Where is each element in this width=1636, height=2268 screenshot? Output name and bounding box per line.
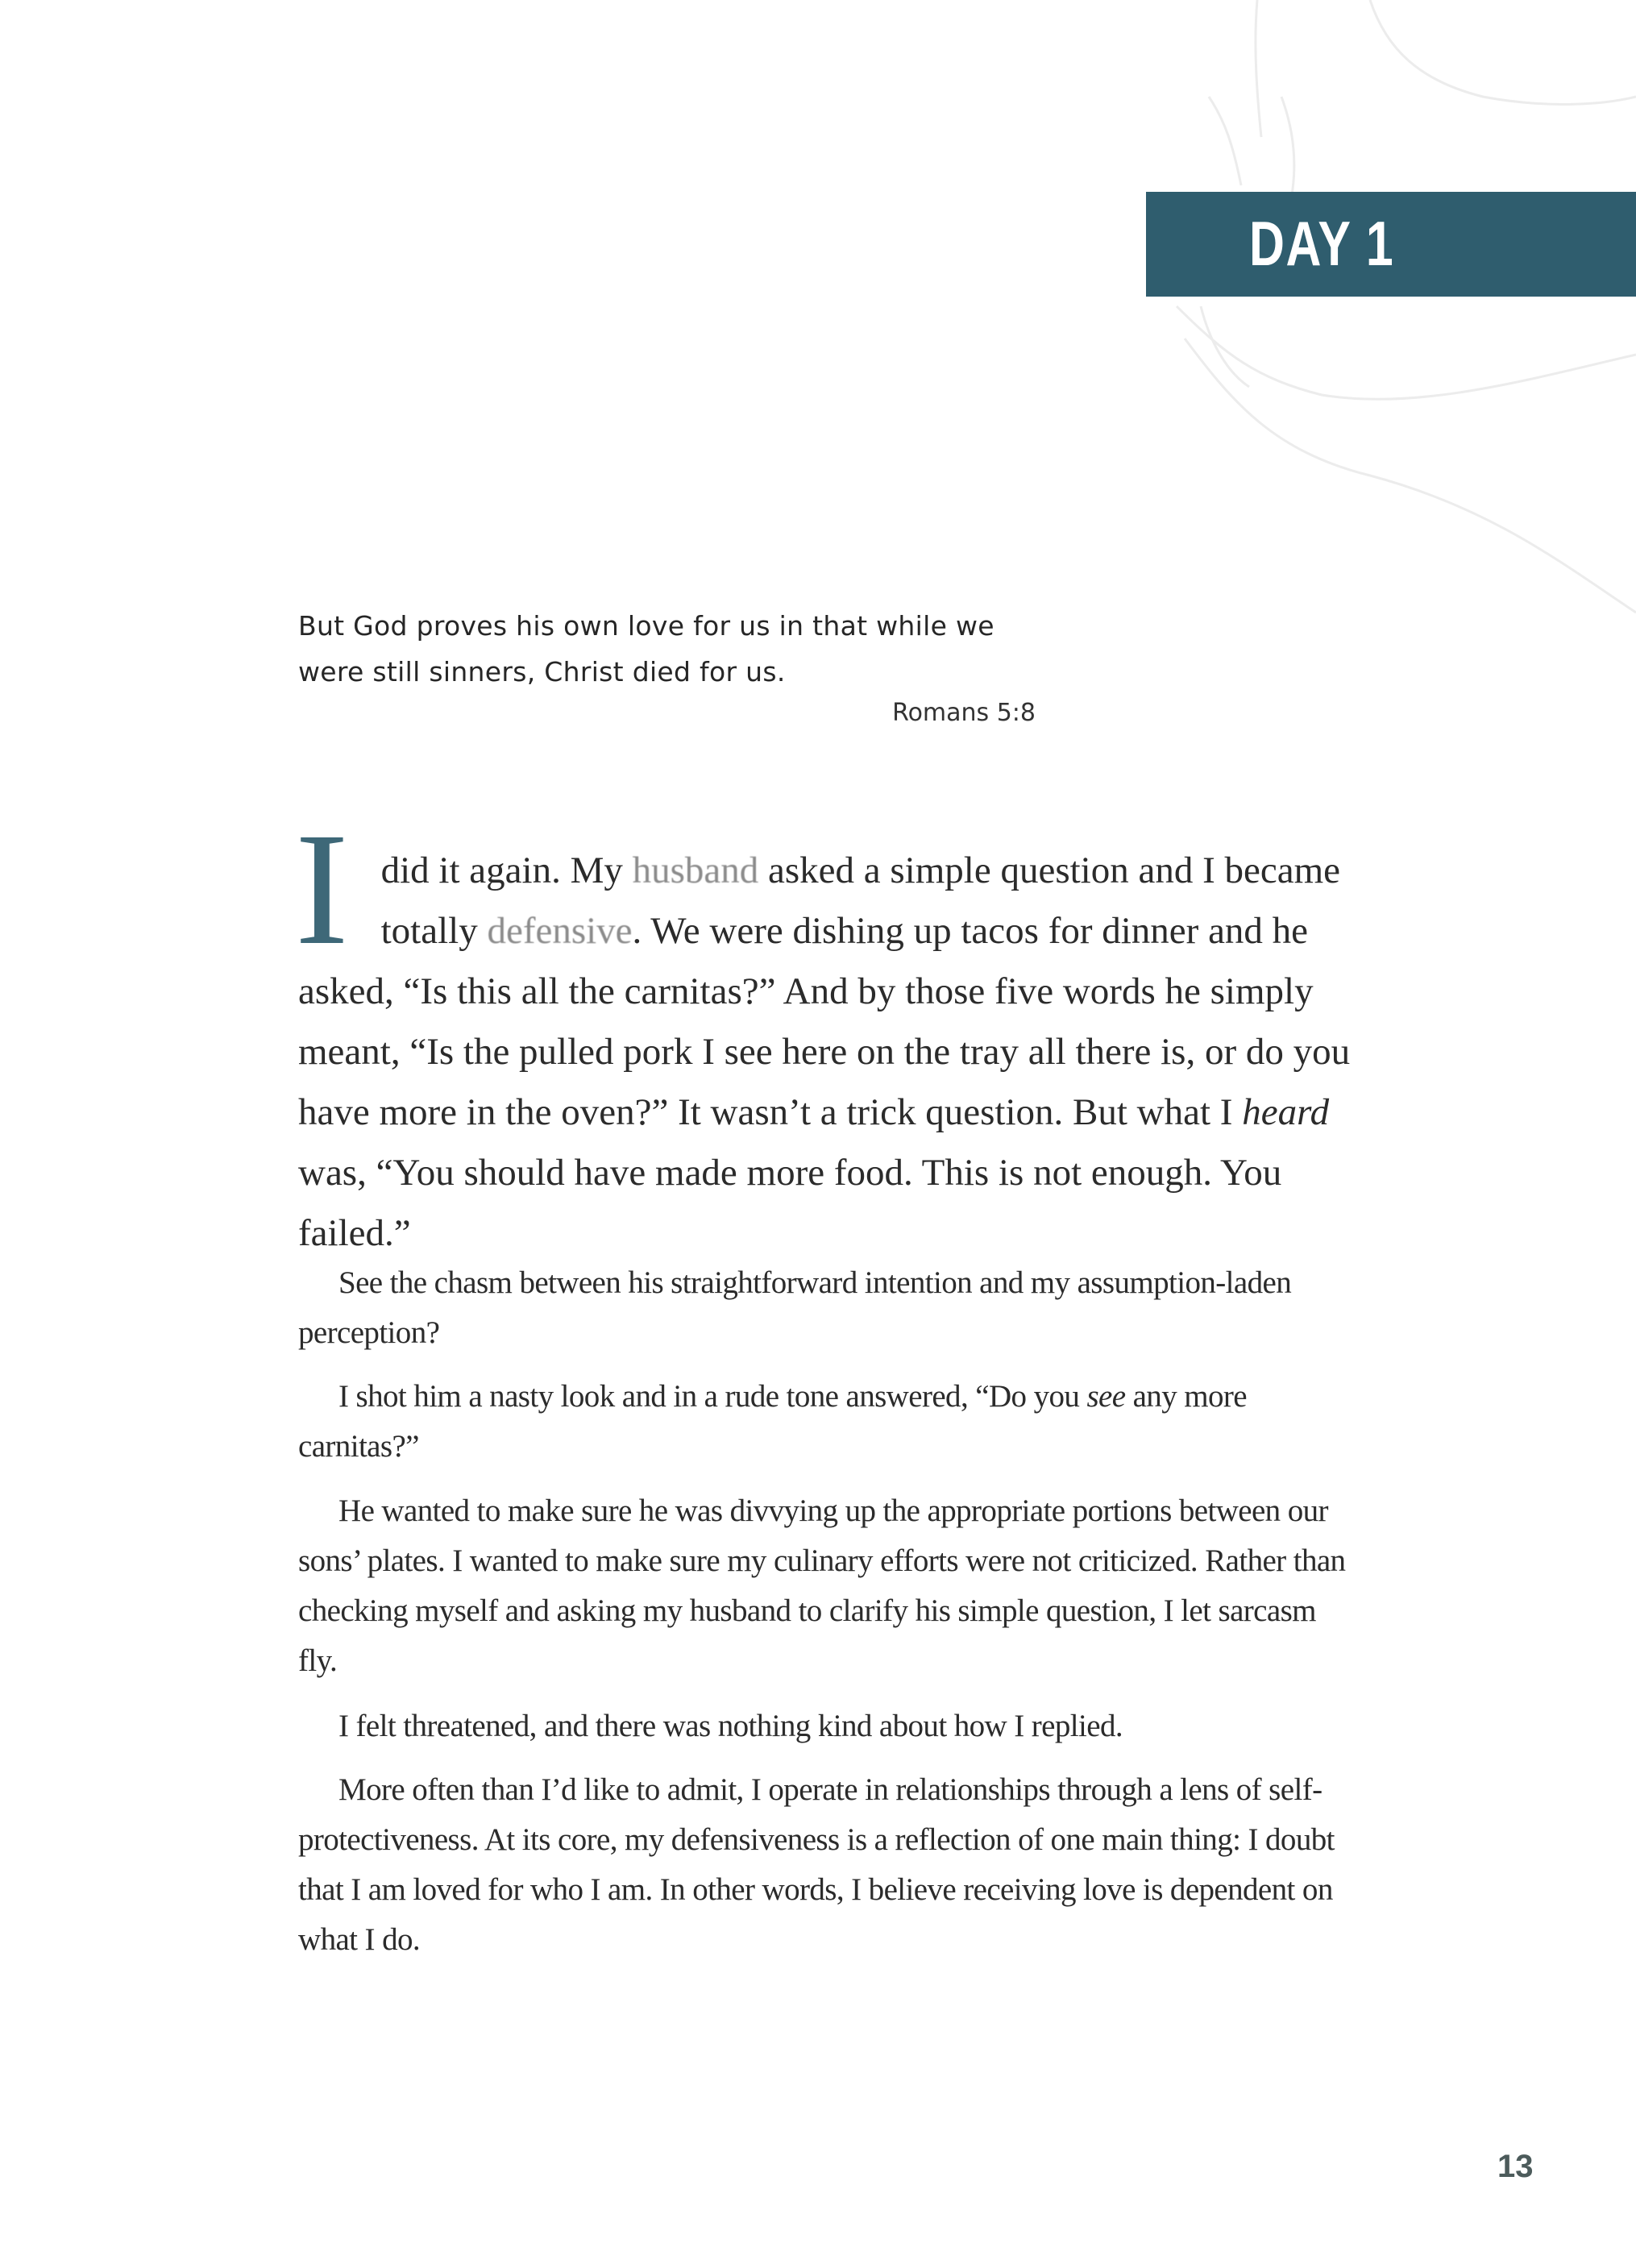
- paragraph: [298, 1372, 1362, 1472]
- paragraph: [298, 1765, 1362, 1965]
- paragraph-text: More often than I’d like to admit, I operate in relationships through a lens of self-protectiveness. At its core, my defensiveness is a reflection of one main thing: I doubt that I am loved for who I am. In other words, I believe receiving love is dependent on what I do.: [298, 1772, 1335, 1957]
- paragraph-text: I shot him a nasty look and in a rude tone answered, “Do you: [338, 1379, 1087, 1414]
- paragraph-text: any more carnitas?”: [298, 1379, 1247, 1464]
- paragraph-text: I felt threatened, and there was nothing kind about how I replied.: [338, 1709, 1123, 1743]
- drop-cap: I: [295, 800, 349, 978]
- page-number: 13: [1497, 2149, 1534, 2184]
- day-banner: [1146, 192, 1636, 297]
- opening-text: asked a simple question and I became totally: [380, 849, 1340, 952]
- paragraph-text: See the chasm between his straightforward intention and my assumption-laden perception?: [298, 1265, 1292, 1350]
- faded-word: defensive: [487, 910, 633, 952]
- opening-text: . We were dishing up tacos for dinner and he asked, “Is this all the carnitas?” And by those five words he simply meant, “Is the pulled pork I see here on the tray all there is, or do you have more in the oven?” It wasn’t a trick question. But what I: [298, 910, 1351, 1133]
- paragraph: [298, 1486, 1362, 1686]
- emphasis-see: see: [1086, 1379, 1126, 1414]
- emphasis-heard: heard: [1242, 1091, 1330, 1133]
- paragraph: [298, 1701, 1362, 1751]
- opening-text: was, “You should have made more food. This is not enough. You failed.”: [298, 1152, 1282, 1254]
- opening-text: did it again. My: [380, 849, 633, 891]
- epigraph-reference: Romans 5:8: [892, 699, 1036, 727]
- opening-paragraph: [295, 800, 1370, 1264]
- epigraph-verse: But God proves his own love for us in that while we were still sinners, Christ died for us.: [298, 610, 994, 687]
- paragraph: [298, 1258, 1362, 1358]
- faded-word: husband: [632, 849, 759, 891]
- paragraph-text: He wanted to make sure he was divvying up the appropriate portions between our sons’ plates. I wanted to make sure my culinary efforts were not criticized. Rather than checking myself and asking my husband to clarify his simple question, I let sarcasm fly.: [298, 1493, 1346, 1678]
- day-title: DAY 1: [1249, 208, 1395, 279]
